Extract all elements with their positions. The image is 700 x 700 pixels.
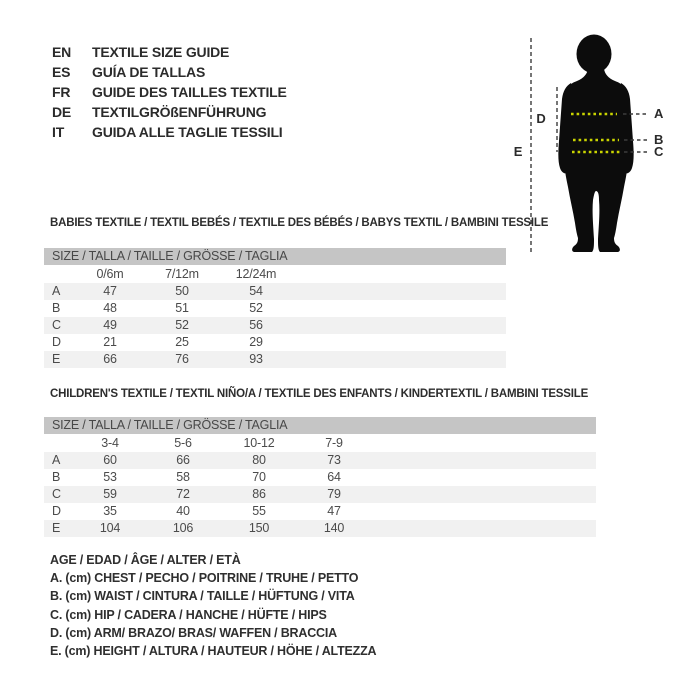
language-code: DE: [52, 104, 72, 120]
cell: 51: [175, 301, 189, 315]
cell: 80: [252, 453, 266, 467]
row-label: C: [52, 318, 61, 332]
cell: 93: [249, 352, 263, 366]
language-title: TEXTILGRÖßENFÜHRUNG: [92, 104, 267, 120]
language-code: ES: [52, 64, 71, 80]
children-table-title: CHILDREN'S TEXTILE / TEXTIL NIÑO/A / TEXTILE DES ENFANTS / KINDERTEXTIL / BAMBINI TESSILE: [50, 388, 589, 400]
column-header: 12/24m: [235, 267, 277, 281]
legend-age-line: AGE / EDAD / ÂGE / ALTER / ETÀ: [50, 553, 241, 567]
table-row-b: [44, 469, 596, 486]
table-row-e: [44, 351, 506, 368]
language-row-it: [52, 122, 287, 142]
language-row-de: [52, 102, 287, 122]
legend-hip-line: C. (cm) HIP / CADERA / HANCHE / HÜFTE / HIPS: [50, 607, 327, 622]
chest-label: A: [654, 106, 664, 121]
cell: 76: [175, 352, 189, 366]
legend-height-line: E. (cm) HEIGHT / ALTURA / HAUTEUR / HÖHE / ALTEZZA: [50, 644, 377, 659]
cell: 25: [175, 335, 189, 349]
cell: 72: [176, 487, 190, 501]
cell: 52: [175, 318, 189, 332]
row-label: E: [52, 352, 61, 366]
legend-waist-line: B. (cm) WAIST / CINTURA / TAILLE / HÜFTUNG / VITA: [50, 589, 355, 604]
cell: 54: [249, 284, 263, 298]
cell: 40: [176, 504, 190, 518]
corner-cell: [44, 265, 74, 283]
cell: 29: [249, 335, 263, 349]
row-label: D: [52, 335, 61, 349]
cell: 49: [103, 318, 117, 332]
language-code: IT: [52, 124, 65, 140]
cell: 150: [248, 521, 270, 535]
cell: 73: [327, 453, 341, 467]
language-row-fr: [52, 82, 287, 102]
cell: 35: [103, 504, 117, 518]
table-row-d: [44, 503, 596, 520]
cell: 140: [323, 521, 345, 535]
arm-label: D: [536, 111, 546, 126]
child-silhouette-head: [577, 35, 612, 74]
cell: 64: [327, 470, 341, 484]
column-header: 5-6: [174, 436, 192, 450]
size-header-bar: SIZE / TALLA / TAILLE / GRÖSSE / TAGLIA: [44, 417, 596, 434]
language-title: GUIDA ALLE TAGLIE TESSILI: [92, 124, 283, 140]
cell: 104: [99, 521, 121, 535]
cell: 60: [103, 453, 117, 467]
cell: 58: [176, 470, 190, 484]
language-row-en: [52, 42, 287, 62]
table-row-c: [44, 486, 596, 503]
babies-size-table: [44, 248, 506, 368]
column-header: 7/12m: [165, 267, 199, 281]
table-row-d: [44, 334, 506, 351]
cell: 21: [103, 335, 117, 349]
cell: 55: [252, 504, 266, 518]
legend-arm-line: D. (cm) ARM/ BRAZO/ BRAS/ WAFFEN / BRACCIA: [50, 625, 337, 640]
language-title: GUIDE DES TAILLES TEXTILE: [92, 84, 287, 100]
cell: 56: [249, 318, 263, 332]
corner-cell: [44, 434, 74, 452]
column-header: 10-12: [243, 436, 275, 450]
cell: 52: [249, 301, 263, 315]
row-label: E: [52, 521, 61, 535]
row-label: A: [52, 284, 61, 298]
cell: 66: [103, 352, 117, 366]
cell: 53: [103, 470, 117, 484]
language-code: EN: [52, 44, 72, 60]
language-title: GUÍA DE TALLAS: [92, 64, 206, 80]
cell: 106: [172, 521, 194, 535]
cell: 50: [175, 284, 189, 298]
height-label: E: [513, 144, 523, 159]
hip-label: C: [654, 144, 664, 159]
table-row-a: [44, 452, 596, 469]
column-header: 3-4: [101, 436, 119, 450]
cell: 47: [327, 504, 341, 518]
table-row-a: [44, 283, 506, 300]
cell: 86: [252, 487, 266, 501]
waist-label: B: [654, 132, 664, 147]
row-label: B: [52, 470, 61, 484]
child-silhouette-right-arm: [619, 83, 634, 173]
row-label: A: [52, 453, 61, 467]
language-title: TEXTILE SIZE GUIDE: [92, 44, 230, 60]
row-label: C: [52, 487, 61, 501]
language-row-es: [52, 62, 287, 82]
cell: 79: [327, 487, 341, 501]
cell: 48: [103, 301, 117, 315]
table-row-e: [44, 520, 596, 537]
cell: 47: [103, 284, 117, 298]
column-header: 7-9: [325, 436, 343, 450]
child-silhouette-body: [564, 69, 629, 252]
cell: 59: [103, 487, 117, 501]
measurement-legend: [50, 551, 376, 660]
babies-column-header-row: [44, 265, 506, 283]
language-title-block: [52, 42, 287, 142]
children-size-table: [44, 417, 596, 537]
column-header: 0/6m: [96, 267, 124, 281]
cell: 70: [252, 470, 266, 484]
babies-table-title: BABIES TEXTILE / TEXTIL BEBÉS / TEXTILE DES BÉBÉS / BABYS TEXTIL / BAMBINI TESSILE: [50, 217, 549, 229]
cell: 66: [176, 453, 190, 467]
children-column-header-row: [44, 434, 596, 452]
child-silhouette-left-arm: [558, 83, 573, 173]
row-label: B: [52, 301, 61, 315]
table-row-c: [44, 317, 506, 334]
legend-chest-line: A. (cm) CHEST / PECHO / POITRINE / TRUHE / PETTO: [50, 571, 359, 586]
row-label: D: [52, 504, 61, 518]
table-row-b: [44, 300, 506, 317]
language-code: FR: [52, 84, 71, 100]
size-header-bar: SIZE / TALLA / TAILLE / GRÖSSE / TAGLIA: [44, 248, 506, 265]
